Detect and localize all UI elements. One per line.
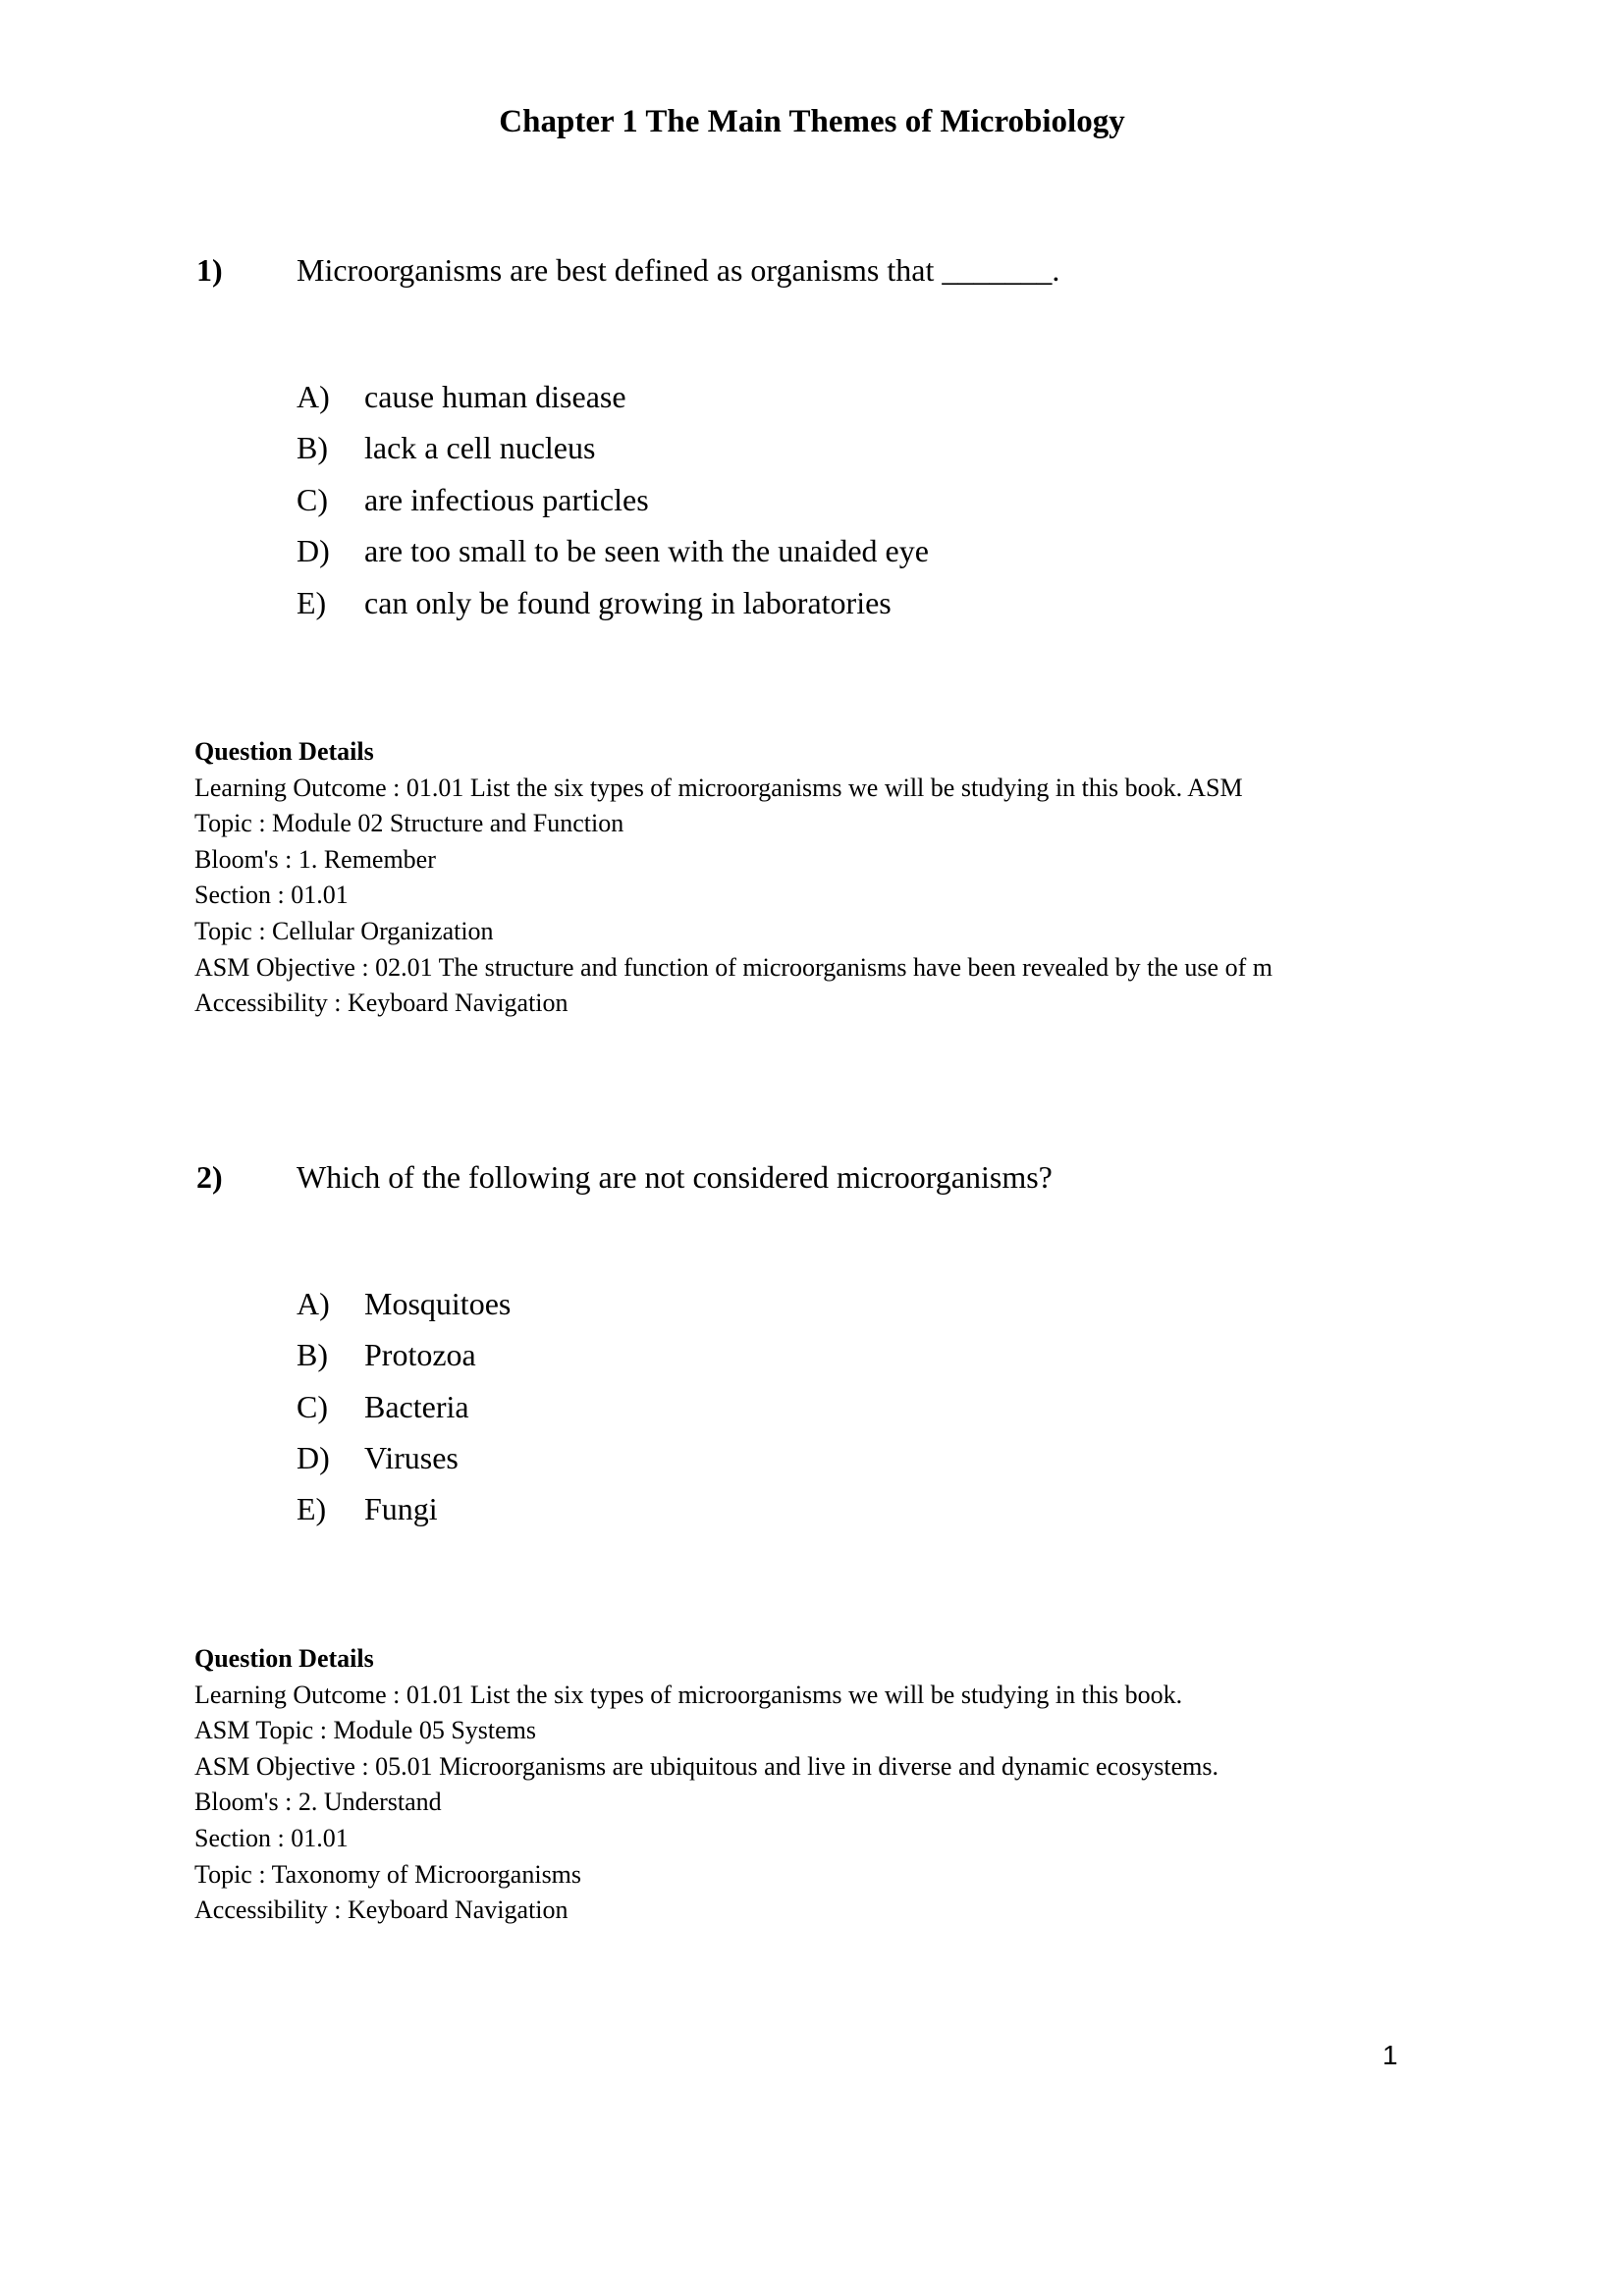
option-text: can only be found growing in laboratories — [364, 585, 892, 620]
detail-line: Topic : Cellular Organization — [194, 916, 494, 945]
detail-line: Section : 01.01 — [194, 1823, 349, 1852]
option-text: are infectious particles — [364, 482, 649, 517]
page-title: Chapter 1 The Main Themes of Microbiology — [499, 104, 1125, 139]
option-text: Protozoa — [364, 1337, 476, 1372]
detail-line: Learning Outcome : 01.01 List the six types of microorganisms we will be studying in this book. — [194, 1680, 1183, 1709]
option-letter: B) — [297, 430, 328, 465]
details-heading: Question Details — [194, 1644, 374, 1673]
answer-option — [297, 1440, 459, 1476]
option-letter: D) — [297, 533, 330, 568]
answer-option — [297, 533, 929, 569]
detail-line: Topic : Taxonomy of Microorganisms — [194, 1859, 582, 1889]
option-letter: B) — [297, 1337, 328, 1372]
detail-line: ASM Objective : 05.01 Microorganisms are ubiquitous and live in diverse and dynamic ecosystems. — [194, 1751, 1218, 1781]
detail-line: Accessibility : Keyboard Navigation — [194, 988, 568, 1018]
option-letter: A) — [297, 1286, 330, 1321]
question-details — [194, 1641, 1218, 1929]
answer-option — [297, 379, 626, 415]
detail-line: Topic : Module 02 Structure and Function — [194, 809, 624, 838]
detail-line: Bloom's : 2. Understand — [194, 1788, 442, 1817]
answer-option — [297, 1337, 476, 1373]
option-text: lack a cell nucleus — [364, 430, 596, 465]
detail-line: ASM Objective : 02.01 The structure and function of microorganisms have been revealed by the use of m — [194, 952, 1272, 982]
question-number: 2) — [196, 1159, 223, 1195]
option-letter: E) — [297, 585, 327, 620]
option-text: Fungi — [364, 1491, 438, 1526]
option-letter: E) — [297, 1491, 327, 1526]
details-heading: Question Details — [194, 737, 374, 766]
detail-line: Learning Outcome : 01.01 List the six types of microorganisms we will be studying in this book. ASM — [194, 773, 1243, 802]
question-text: Which of the following are not considered microorganisms? — [297, 1159, 1053, 1195]
answer-option — [297, 482, 649, 518]
option-text: Mosquitoes — [364, 1286, 512, 1321]
answer-option — [297, 1286, 511, 1322]
answer-option — [297, 585, 892, 621]
option-letter: C) — [297, 1389, 328, 1424]
question-number: 1) — [196, 252, 223, 288]
option-text: Viruses — [364, 1440, 459, 1475]
detail-line: Accessibility : Keyboard Navigation — [194, 1896, 568, 1925]
detail-line: Section : 01.01 — [194, 881, 349, 910]
detail-line: Bloom's : 1. Remember — [194, 844, 436, 874]
option-text: Bacteria — [364, 1389, 469, 1424]
question-text: Microorganisms are best defined as organisms that _______. — [297, 252, 1060, 288]
option-letter: A) — [297, 379, 330, 414]
page-number: 1 — [1382, 2040, 1398, 2070]
option-letter: D) — [297, 1440, 330, 1475]
option-text: cause human disease — [364, 379, 626, 414]
option-letter: C) — [297, 482, 328, 517]
option-text: are too small to be seen with the unaided eye — [364, 533, 929, 568]
detail-line: ASM Topic : Module 05 Systems — [194, 1716, 537, 1745]
answer-option — [297, 1389, 469, 1425]
question-details — [194, 734, 1272, 1022]
answer-option — [297, 430, 595, 466]
answer-option — [297, 1491, 438, 1527]
